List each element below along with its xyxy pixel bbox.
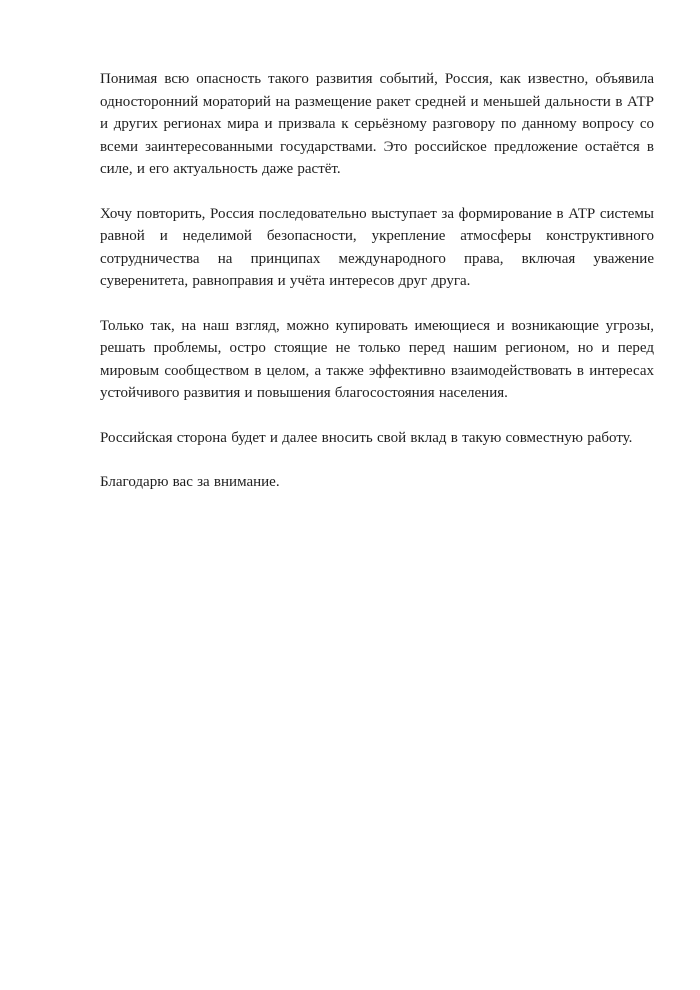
document-body <box>100 68 654 494</box>
paragraph-5: Благодарю вас за внимание. <box>100 474 280 490</box>
paragraph-2: Хочу повторить, Россия последовательно выступает за формирование в АТР системы равной и неделимой безопасности, укрепление атмосферы конструктивного сотрудничества на принципах международного права, включая уважение суверенитета, равноправия и учёта интересов друг друга. <box>100 205 654 289</box>
paragraph-4: Российская сторона будет и далее вносить свой вклад в такую совместную работу. <box>100 429 633 446</box>
paragraph-3: Только так, на наш взгляд, можно купировать имеющиеся и возникающие угрозы, решать проблемы, остро стоящие не только перед нашим регионом, но и перед мировым сообществом в целом, а также эффективно взаимодействовать в интересах устойчивого развития и повышения благосостояния населения. <box>100 317 654 401</box>
paragraph-1: Понимая всю опасность такого развития событий, Россия, как известно, объявила односторонний мораторий на размещение ракет средней и меньшей дальности в АТР и других регионах мира и призвала к серьёзному разговору по данному вопросу со всеми заинтересованными государствами. Это российское предложение остаётся в силе, и его актуальность даже растёт. <box>100 71 654 177</box>
